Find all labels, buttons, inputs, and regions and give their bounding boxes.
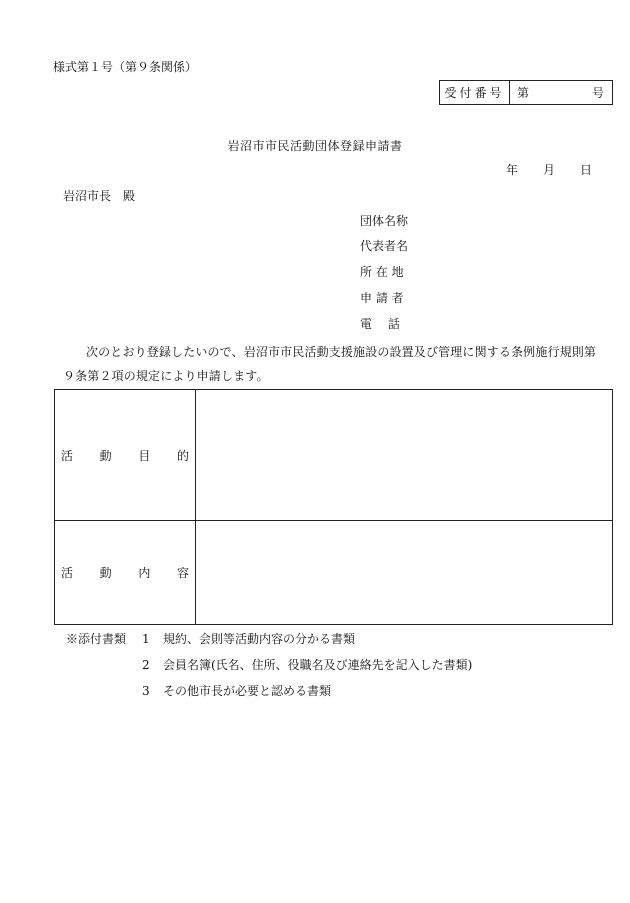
label-char: 活 [61,448,74,463]
addressee: 岩沼市長 殿 [63,189,136,203]
receipt-number-label: 受付番号 [440,81,510,104]
activity-content-row [55,521,612,624]
attachment-text: その他市長が必要と認める書類 [163,684,332,698]
attachment-text: 規約、会則等活動内容の分かる書類 [163,632,356,646]
receipt-number-value [510,81,612,104]
activity-purpose-field[interactable] [196,390,612,520]
date-day: 日 [580,163,593,177]
activity-content-label [55,521,196,624]
label-char: 的 [176,448,189,463]
attachment-number: 1 [142,632,150,646]
form-number: 様式第１号（第９条関係） [53,60,198,74]
receipt-number-box [439,80,613,105]
activity-table [54,389,613,625]
body-text-line-1: 次のとおり登録したいので、岩沼市市民活動支援施設の設置及び管理に関する条例施行規則第 [86,345,597,359]
date-year: 年 [506,163,519,177]
attachments-heading: ※添付書類 [66,632,127,646]
activity-purpose-row [55,390,612,521]
attachment-number: 3 [142,684,150,698]
body-text-line-2: ９条第２項の規定により申請します。 [63,369,269,383]
attachment-text: 会員名簿(氏名、住所、役職名及び連絡先を記入した書類) [163,658,473,672]
activity-purpose-label [55,390,196,520]
applicant-label: 申 請 者 [360,291,404,305]
label-char: 活 [61,566,74,580]
document-title: 岩沼市市民活動団体登録申請書 [227,139,403,153]
phone-label: 電 話 [360,317,400,331]
label-char: 目 [138,448,151,463]
attachment-number: 2 [142,658,150,672]
receipt-number-suffix: 号 [591,86,604,100]
receipt-number-prefix: 第 [517,86,530,100]
label-char: 容 [176,566,189,580]
organization-name-label: 団体名称 [360,214,409,228]
date-month: 月 [543,163,556,177]
label-char: 動 [99,566,112,580]
address-label: 所 在 地 [360,265,404,279]
label-char: 内 [138,566,151,580]
label-char: 動 [99,448,112,463]
representative-name-label: 代表者名 [360,239,409,253]
activity-content-field[interactable] [196,521,612,624]
